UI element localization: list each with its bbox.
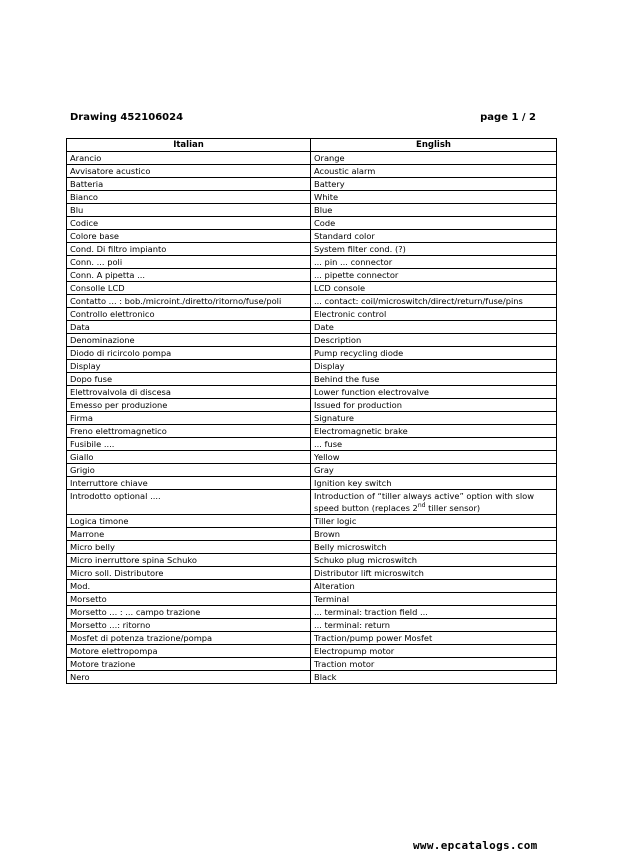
table-row bbox=[67, 566, 557, 579]
table-row bbox=[67, 592, 557, 605]
table-row bbox=[67, 360, 557, 373]
table-row bbox=[67, 553, 557, 566]
english-term-cell: Display bbox=[311, 360, 557, 373]
italian-term-cell: Motore trazione bbox=[67, 657, 311, 670]
english-term-cell: Terminal bbox=[311, 592, 557, 605]
table-row bbox=[67, 243, 557, 256]
table-row bbox=[67, 399, 557, 412]
italian-term-cell: Contatto ... : bob./microint./diretto/ritorno/fuse/poli bbox=[67, 295, 311, 308]
table-row bbox=[67, 282, 557, 295]
italian-term-cell: Colore base bbox=[67, 230, 311, 243]
document-header bbox=[70, 112, 536, 126]
table-row bbox=[67, 321, 557, 334]
table-row bbox=[67, 308, 557, 321]
english-term-cell: Description bbox=[311, 334, 557, 347]
italian-term-cell: Fusibile .... bbox=[67, 438, 311, 451]
table-row bbox=[67, 644, 557, 657]
italian-term-cell: Micro inerruttore spina Schuko bbox=[67, 553, 311, 566]
english-term-cell: ... pin ... connector bbox=[311, 256, 557, 269]
english-term-cell: Black bbox=[311, 670, 557, 683]
italian-term-cell: Diodo di ricircolo pompa bbox=[67, 347, 311, 360]
english-term-cell: Electromagnetic brake bbox=[311, 425, 557, 438]
table-row bbox=[67, 579, 557, 592]
table-row bbox=[67, 152, 557, 165]
table-row bbox=[67, 295, 557, 308]
english-term-cell: White bbox=[311, 191, 557, 204]
table-row bbox=[67, 425, 557, 438]
table-row bbox=[67, 178, 557, 191]
table-row bbox=[67, 657, 557, 670]
italian-term-cell: Controllo elettronico bbox=[67, 308, 311, 321]
italian-term-cell: Micro soll. Distributore bbox=[67, 566, 311, 579]
english-term-cell: Traction/pump power Mosfet bbox=[311, 631, 557, 644]
translation-table bbox=[66, 138, 557, 684]
italian-term-cell: Batteria bbox=[67, 178, 311, 191]
english-term-cell: Electropump motor bbox=[311, 644, 557, 657]
english-term-cell: Alteration bbox=[311, 579, 557, 592]
english-term-cell: Acoustic alarm bbox=[311, 165, 557, 178]
italian-term-cell: Conn. ... poli bbox=[67, 256, 311, 269]
table-row bbox=[67, 438, 557, 451]
table-row bbox=[67, 347, 557, 360]
table-row bbox=[67, 527, 557, 540]
english-term-cell: ... fuse bbox=[311, 438, 557, 451]
table-row bbox=[67, 670, 557, 683]
table-row bbox=[67, 217, 557, 230]
table-row bbox=[67, 540, 557, 553]
italian-term-cell: Codice bbox=[67, 217, 311, 230]
english-term-cell: System filter cond. (?) bbox=[311, 243, 557, 256]
italian-term-cell: Display bbox=[67, 360, 311, 373]
table-row bbox=[67, 477, 557, 490]
italian-term-cell: Freno elettromagnetico bbox=[67, 425, 311, 438]
english-term-cell: Tiller logic bbox=[311, 514, 557, 527]
italian-term-cell: Nero bbox=[67, 670, 311, 683]
column-header-italian: Italian bbox=[67, 139, 311, 152]
table-row bbox=[67, 618, 557, 631]
italian-term-cell: Logica timone bbox=[67, 514, 311, 527]
italian-term-cell: Blu bbox=[67, 204, 311, 217]
italian-term-cell: Conn. A pipetta ... bbox=[67, 269, 311, 282]
italian-term-cell: Data bbox=[67, 321, 311, 334]
english-term-cell: ... terminal: return bbox=[311, 618, 557, 631]
italian-term-cell: Interruttore chiave bbox=[67, 477, 311, 490]
table-row bbox=[67, 412, 557, 425]
italian-term-cell: Morsetto ...: ritorno bbox=[67, 618, 311, 631]
italian-term-cell: Elettrovalvola di discesa bbox=[67, 386, 311, 399]
english-term-cell: Issued for production bbox=[311, 399, 557, 412]
italian-term-cell: Denominazione bbox=[67, 334, 311, 347]
english-term-cell: Orange bbox=[311, 152, 557, 165]
drawing-title: Drawing 452106024 bbox=[70, 112, 184, 123]
english-term-cell: Battery bbox=[311, 178, 557, 191]
italian-term-cell: Marrone bbox=[67, 527, 311, 540]
english-term-cell: Code bbox=[311, 217, 557, 230]
english-term-cell: Blue bbox=[311, 204, 557, 217]
english-term-cell: Brown bbox=[311, 527, 557, 540]
table-row bbox=[67, 256, 557, 269]
table-row bbox=[67, 269, 557, 282]
english-term-cell: LCD console bbox=[311, 282, 557, 295]
table-header-row bbox=[67, 139, 557, 152]
english-term-cell: ... terminal: traction field ... bbox=[311, 605, 557, 618]
table-row bbox=[67, 605, 557, 618]
italian-term-cell: Micro belly bbox=[67, 540, 311, 553]
italian-term-cell: Introdotto optional .... bbox=[67, 490, 311, 515]
italian-term-cell: Giallo bbox=[67, 451, 311, 464]
english-term-cell: Ignition key switch bbox=[311, 477, 557, 490]
english-term-cell: Date bbox=[311, 321, 557, 334]
italian-term-cell: Firma bbox=[67, 412, 311, 425]
english-term-cell: Lower function electrovalve bbox=[311, 386, 557, 399]
english-term-cell: Signature bbox=[311, 412, 557, 425]
page-number: page 1 / 2 bbox=[480, 112, 536, 123]
table-row bbox=[67, 334, 557, 347]
table-row bbox=[67, 191, 557, 204]
italian-term-cell: Grigio bbox=[67, 464, 311, 477]
table-row bbox=[67, 464, 557, 477]
table-row bbox=[67, 631, 557, 644]
italian-term-cell: Cond. Di filtro impianto bbox=[67, 243, 311, 256]
english-term-cell: Standard color bbox=[311, 230, 557, 243]
italian-term-cell: Dopo fuse bbox=[67, 373, 311, 386]
english-term-cell: Gray bbox=[311, 464, 557, 477]
english-term-cell: Traction motor bbox=[311, 657, 557, 670]
table-row bbox=[67, 373, 557, 386]
italian-term-cell: Consolle LCD bbox=[67, 282, 311, 295]
english-term-cell: Distributor lift microswitch bbox=[311, 566, 557, 579]
italian-term-cell: Motore elettropompa bbox=[67, 644, 311, 657]
english-term-cell: Behind the fuse bbox=[311, 373, 557, 386]
italian-term-cell: Bianco bbox=[67, 191, 311, 204]
table-row bbox=[67, 490, 557, 515]
english-term-cell: Schuko plug microswitch bbox=[311, 553, 557, 566]
table-row bbox=[67, 204, 557, 217]
italian-term-cell: Emesso per produzione bbox=[67, 399, 311, 412]
column-header-english: English bbox=[311, 139, 557, 152]
watermark-text: www.epcatalogs.com bbox=[413, 839, 538, 852]
italian-term-cell: Morsetto bbox=[67, 592, 311, 605]
italian-term-cell: Morsetto ... : ... campo trazione bbox=[67, 605, 311, 618]
italian-term-cell: Mosfet di potenza trazione/pompa bbox=[67, 631, 311, 644]
italian-term-cell: Avvisatore acustico bbox=[67, 165, 311, 178]
italian-term-cell: Mod. bbox=[67, 579, 311, 592]
english-term-cell: Belly microswitch bbox=[311, 540, 557, 553]
english-term-cell: Introduction of “tiller always active” option with slow speed button (replaces 2nd tiller sensor) bbox=[311, 490, 557, 515]
english-term-cell: Pump recycling diode bbox=[311, 347, 557, 360]
table-row bbox=[67, 165, 557, 178]
table-row bbox=[67, 230, 557, 243]
table-row bbox=[67, 514, 557, 527]
english-term-cell: ... contact: coil/microswitch/direct/return/fuse/pins bbox=[311, 295, 557, 308]
table-row bbox=[67, 451, 557, 464]
english-term-cell: ... pipette connector bbox=[311, 269, 557, 282]
italian-term-cell: Arancio bbox=[67, 152, 311, 165]
table-body bbox=[67, 152, 557, 684]
table-row bbox=[67, 386, 557, 399]
english-term-cell: Yellow bbox=[311, 451, 557, 464]
english-term-cell: Electronic control bbox=[311, 308, 557, 321]
